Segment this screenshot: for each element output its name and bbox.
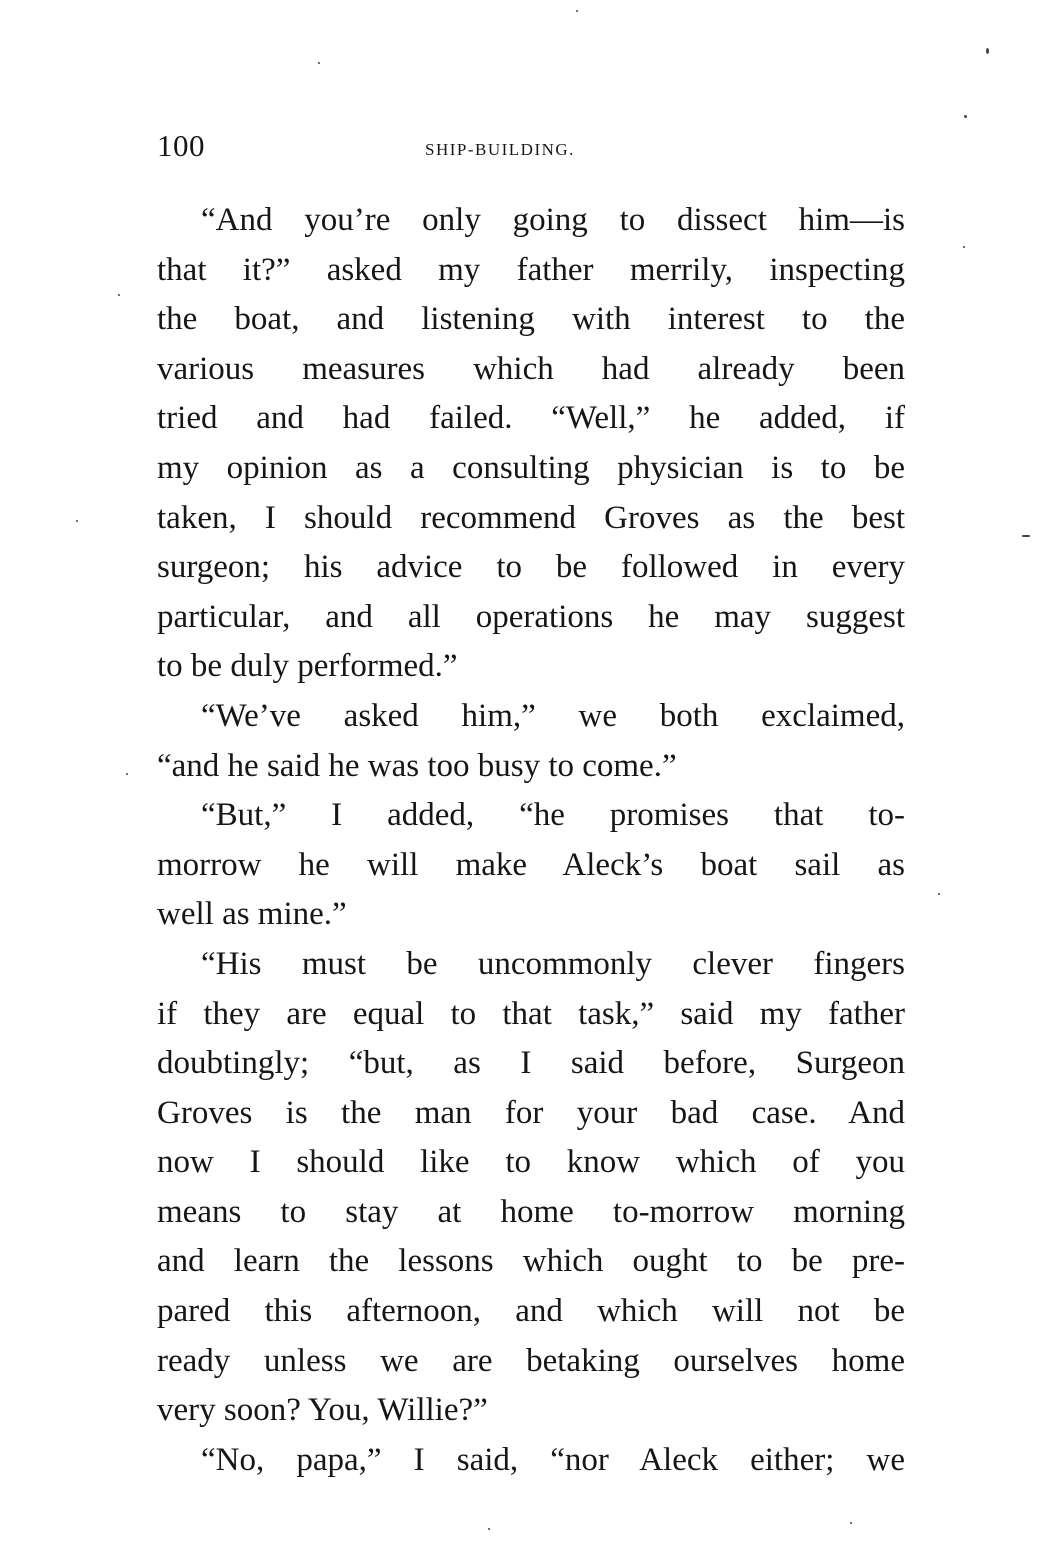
text-line: “But,” I added, “he promises that to- (201, 797, 905, 834)
text-line: ready unless we are betaking ourselves home (157, 1342, 905, 1379)
text-line: well as mine.” (157, 896, 347, 933)
text-line: doubtingly; “but, as I said before, Surgeon (157, 1045, 905, 1082)
text-line: surgeon; his advice to be followed in every (157, 549, 905, 586)
text-line: taken, I should recommend Groves as the best (157, 499, 905, 536)
text-line: “His must be uncommonly clever fingers (201, 945, 905, 982)
scan-speck (126, 773, 128, 775)
text-line: particular, and all operations he may suggest (157, 598, 905, 635)
scan-speck (76, 520, 78, 522)
text-line: various measures which had already been (157, 350, 905, 387)
text-line: means to stay at home to-morrow morning (157, 1193, 905, 1230)
text-line: tried and had failed. “Well,” he added, if (157, 400, 905, 437)
text-line: if they are equal to that task,” said my father (157, 995, 905, 1032)
scan-speck (964, 115, 967, 118)
text-line: morrow he will make Aleck’s boat sail as (157, 846, 905, 883)
text-line: that it?” asked my father merrily, inspecting (157, 251, 905, 288)
text-line: to be duly performed.” (157, 648, 458, 685)
text-line: pared this afternoon, and which will not be (157, 1293, 905, 1330)
text-line: very soon? You, Willie?” (157, 1392, 488, 1429)
scan-speck (488, 1528, 490, 1530)
scan-speck (938, 893, 940, 895)
text-line: “No, papa,” I said, “nor Aleck either; we (201, 1441, 905, 1478)
page-header (157, 128, 907, 172)
text-line: my opinion as a consulting physician is to be (157, 449, 905, 486)
scan-speck (986, 48, 989, 54)
scan-speck (850, 1522, 852, 1524)
text-line: now I should like to know which of you (157, 1144, 905, 1181)
text-line: “and he said he was too busy to come.” (157, 747, 677, 784)
scan-speck (576, 10, 578, 12)
text-line: “And you’re only going to dissect him—is (201, 202, 905, 238)
text-line: the boat, and listening with interest to the (157, 301, 905, 338)
body-text (157, 196, 905, 1485)
text-line: and learn the lessons which ought to be pre- (157, 1243, 905, 1280)
running-title: SHIP-BUILDING. (425, 140, 575, 159)
scan-speck (1022, 535, 1030, 537)
text-line: Groves is the man for your bad case. And (157, 1094, 905, 1131)
scan-speck (963, 246, 965, 248)
scan-speck (118, 294, 120, 296)
text-line: “We’ve asked him,” we both exclaimed, (201, 697, 905, 734)
page-number: 100 (157, 128, 205, 163)
scan-speck (318, 62, 320, 64)
